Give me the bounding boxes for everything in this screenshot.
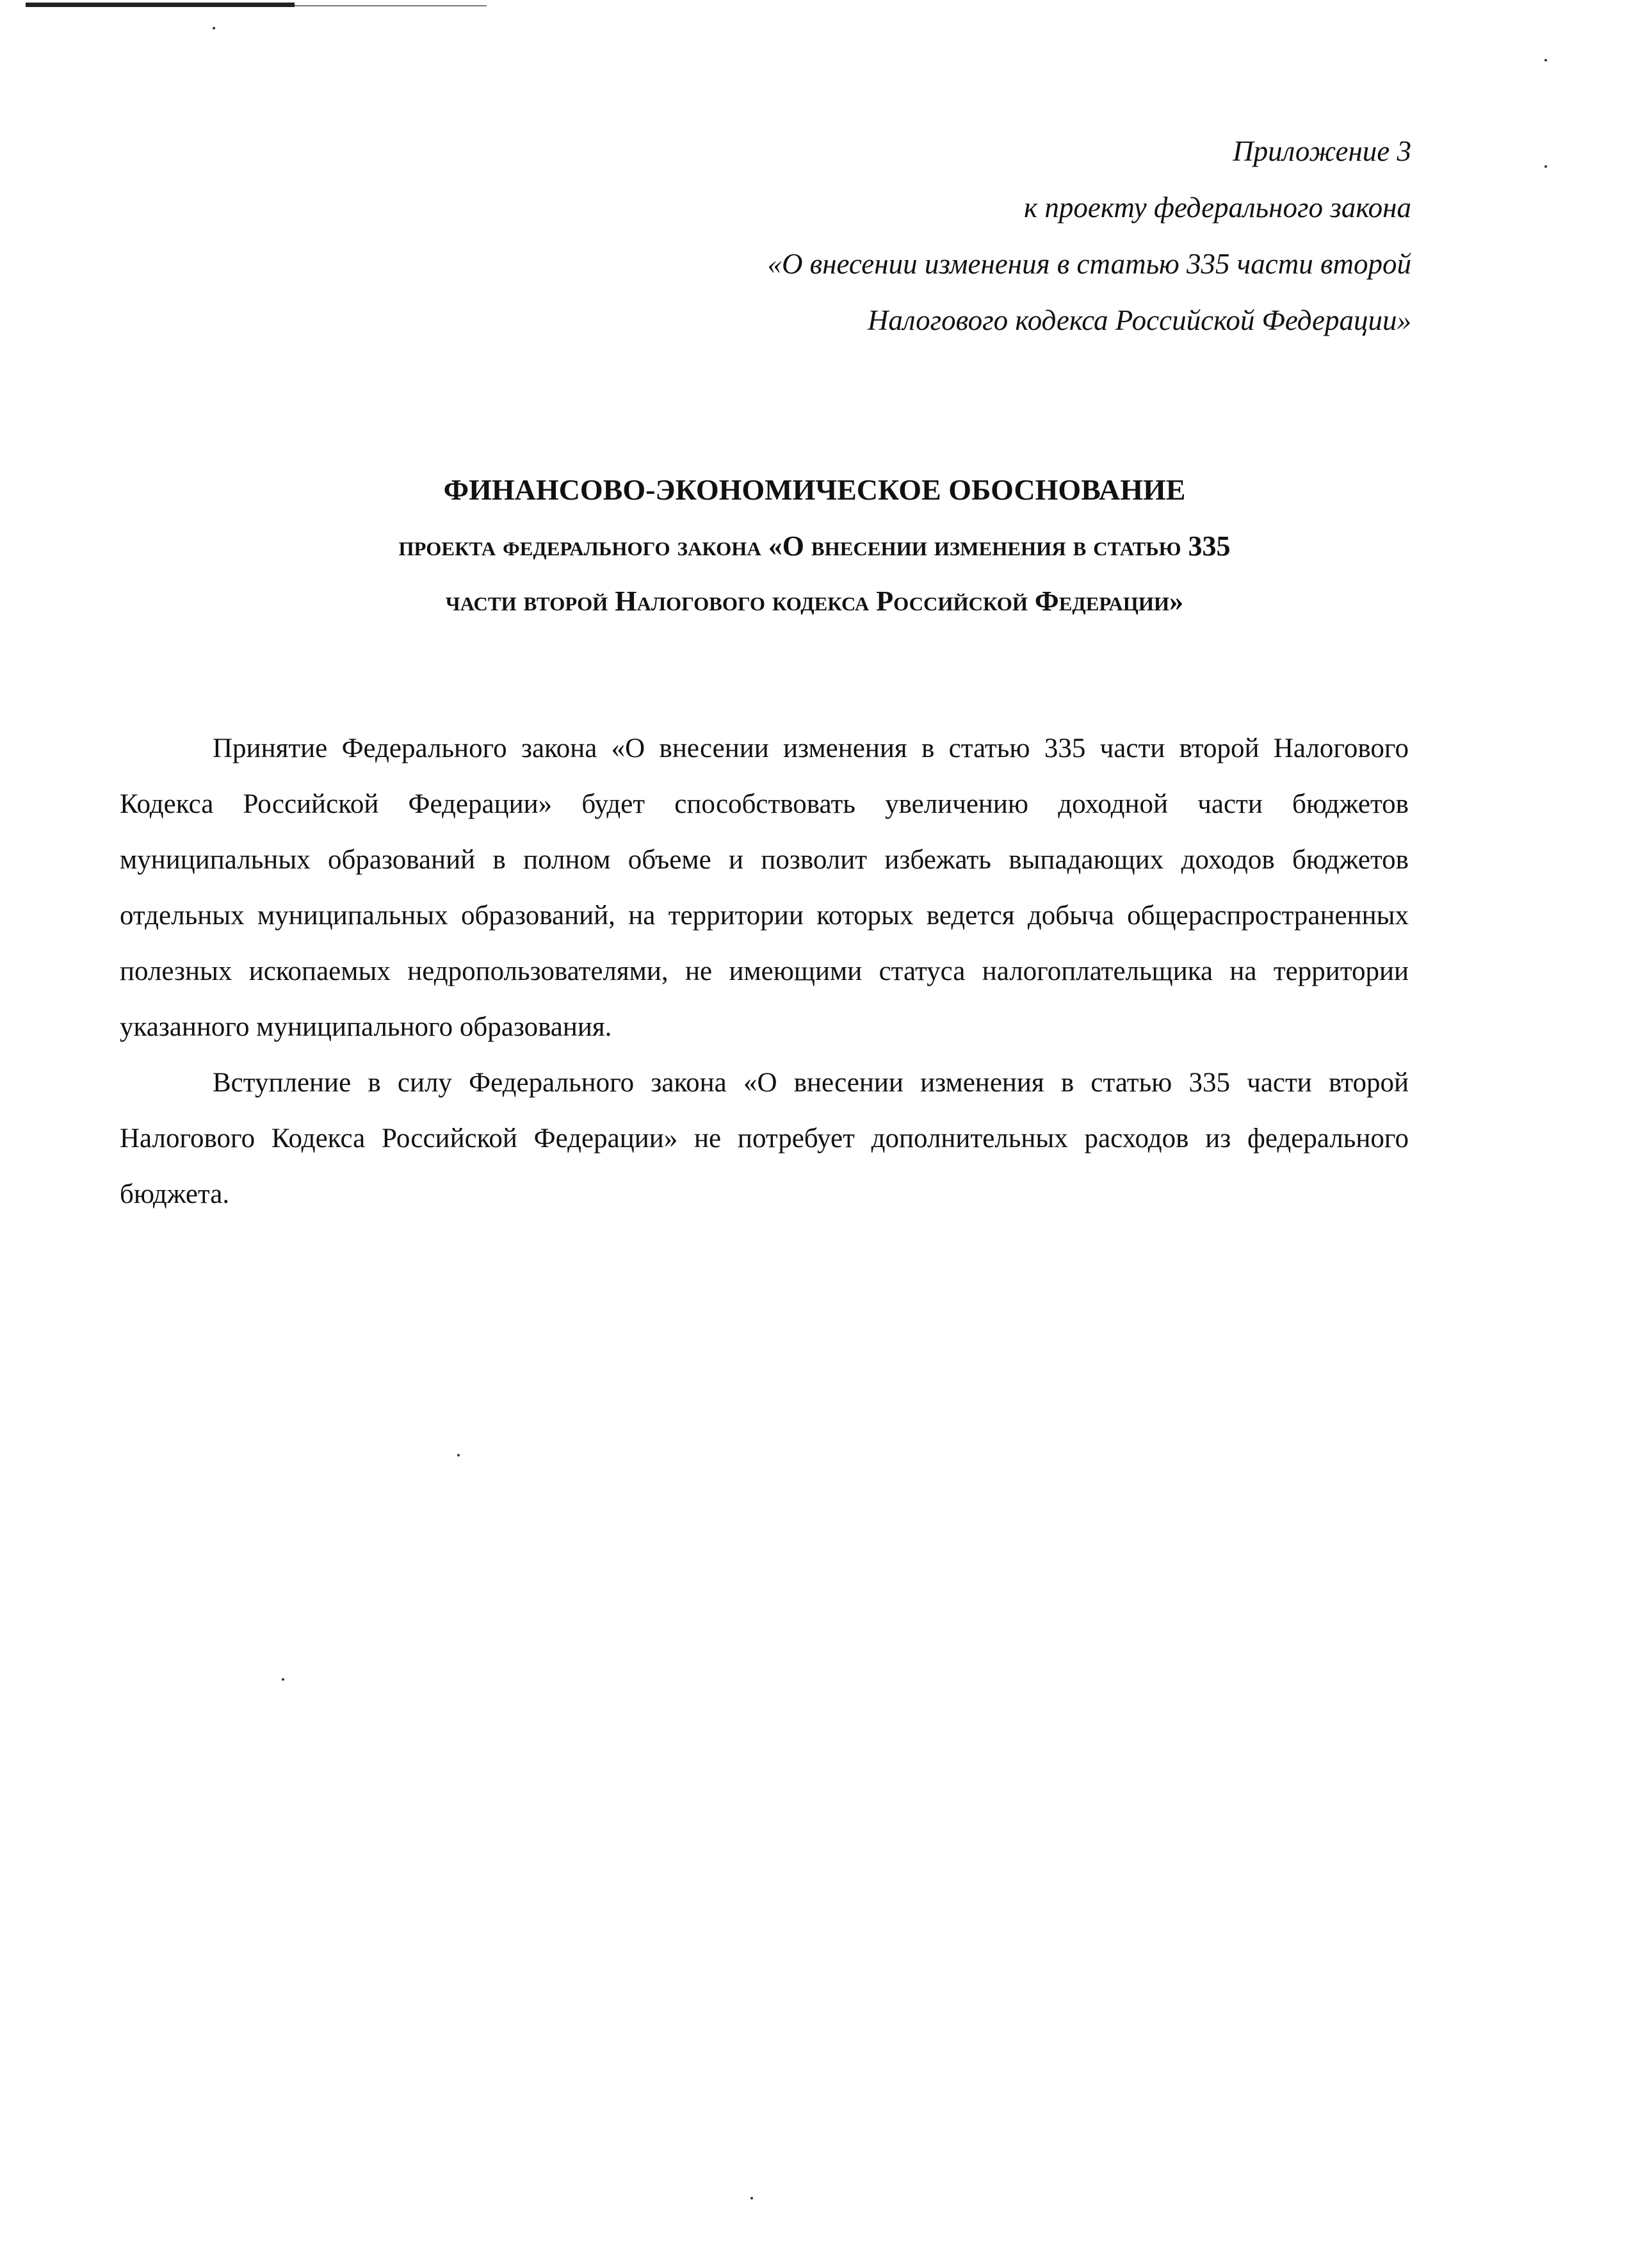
paragraph: Вступление в силу Федерального закона «О внесении изменения в статью 335 части второй Налогового Кодекса Российской Федерации» не потребует дополнительных расходов из федерального бюджета. xyxy=(120,1068,1409,1209)
scan-speck xyxy=(282,1678,284,1681)
title-main: ФИНАНСОВО-ЭКОНОМИЧЕСКОЕ ОБОСНОВАНИЕ xyxy=(443,473,1186,506)
document-title xyxy=(0,461,1629,629)
annex-line: Налогового кодекса Российской Федерации» xyxy=(867,304,1411,336)
scan-speck xyxy=(1544,165,1547,168)
title-sub: части второй Налогового кодекса Российской Федерации» xyxy=(445,585,1184,617)
title-sub: проекта федерального закона «О внесении изменения в статью 335 xyxy=(398,530,1231,562)
scan-artifact-line xyxy=(295,5,487,6)
document-body xyxy=(120,721,1409,1222)
annex-line: к проекту федерального закона xyxy=(1024,192,1411,224)
scan-speck xyxy=(213,27,215,29)
scan-speck xyxy=(750,2197,753,2199)
scan-artifact-line xyxy=(26,3,295,7)
annex-line: Приложение 3 xyxy=(1233,135,1411,167)
scan-speck xyxy=(1544,59,1547,61)
paragraph: Принятие Федерального закона «О внесении изменения в статью 335 части второй Налогового Кодекса Российской Федерации» будет способствовать увеличению доходной части бюджетов муниципальных образований в полном объеме и позволит избежать выпадающих доходов бюджетов отдельных муниципальных образований, на территории которых ведется добыча общераспространенных полезных ископаемых недропользователями, не имеющими статуса налогоплательщика на территории указанного муниципального образования. xyxy=(120,733,1409,1042)
scan-speck xyxy=(457,1454,460,1456)
annex-line: «О внесении изменения в статью 335 части второй xyxy=(767,248,1411,280)
annex-header xyxy=(767,123,1411,348)
